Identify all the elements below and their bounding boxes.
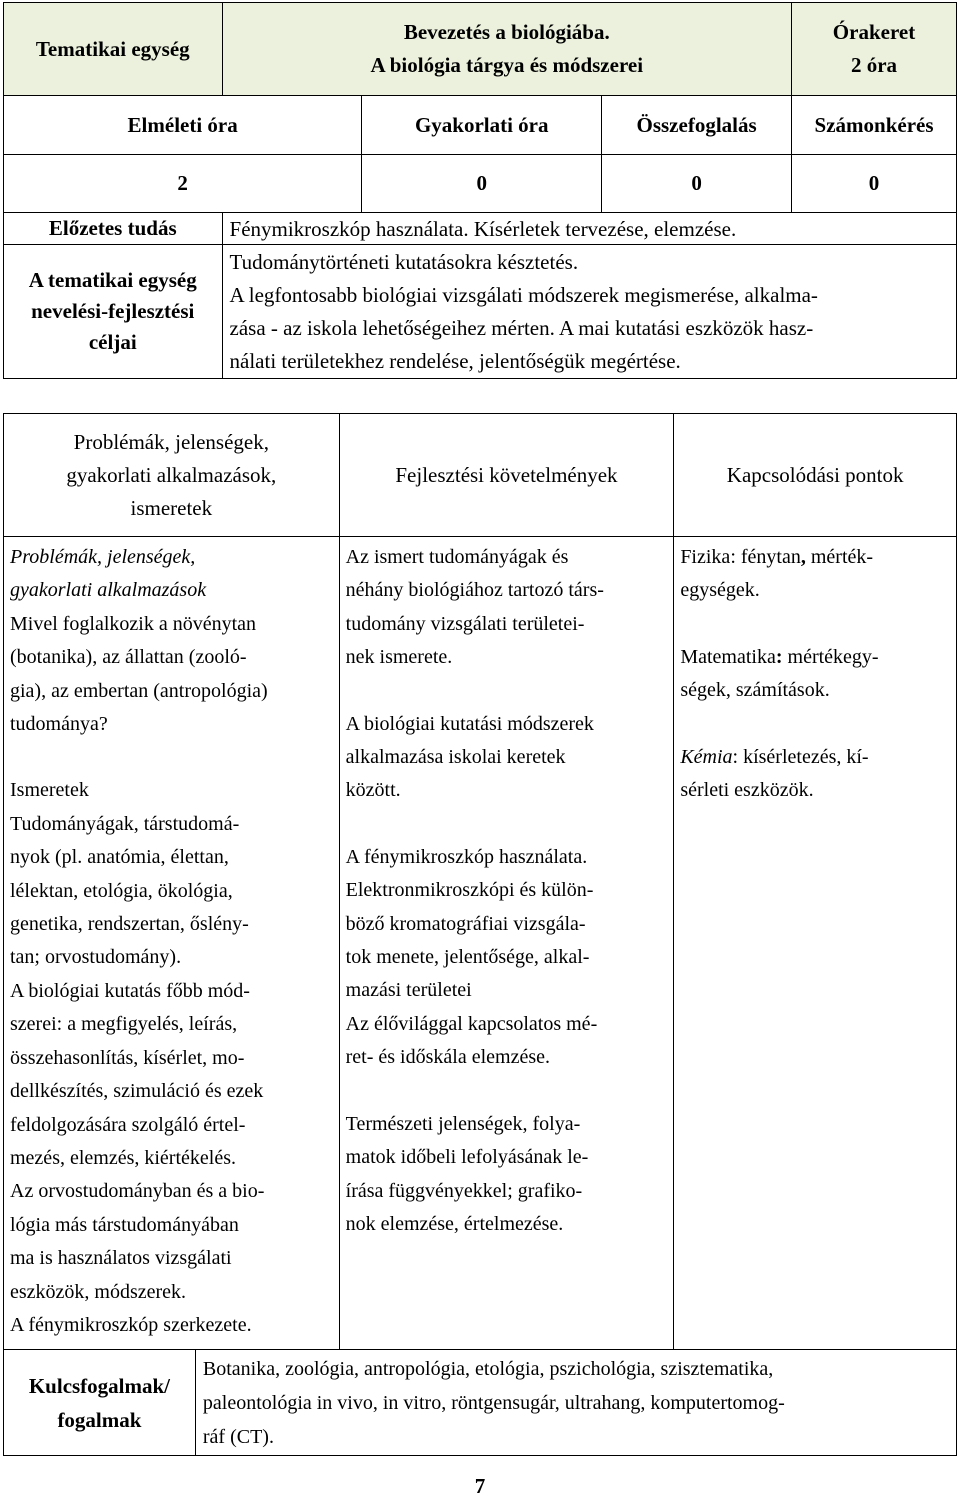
val-practice: 0 (362, 155, 602, 213)
chemistry-connection: Kémia: kísérletezés, kí- (680, 745, 869, 768)
prior-knowledge-text: Fénymikroszkóp használata. Kísérletek tervezése, elemzése. (222, 213, 956, 245)
header-connections: Kapcsolódási pontok (674, 414, 957, 537)
col-theory: Elméleti óra (4, 96, 362, 155)
requirements-column: Az ismert tudományágak és néhány biológiához tartozó társ- tudomány vizsgálati területei- nek ismerete. A biológiai kutatási módszerek alkalmazása iskolai keretek között. A fénymikroszkóp használata. Elektronmikroszkópi és külön- böző kromatográfiai vizsgála- tok menete, jelentősége, alkal- mazási területei Az élővilággal kapcsolatos mé- ret- és időskála elemzése. Természeti jelenségek, folya- matok időbeli lefolyásának le- írása függvényekkel; grafiko- nok elemzése, értelmezése. (339, 537, 674, 1350)
connections-column: Fizika: fénytan, mérték- egységek. Matematika: mértékegy- ségek, számítások. Kémia: kísérletezés, kí- sérleti eszközök. (674, 537, 957, 1350)
col-summary: Összefoglalás (602, 96, 792, 155)
header-requirements: Fejlesztési követelmények (339, 414, 674, 537)
math-connection: Matematika: mértékegy- (680, 645, 879, 668)
key-concepts-label: Kulcsfogalmak/ fogalmak (4, 1350, 196, 1456)
goals-label: A tematikai egység nevelési-fejlesztési céljai (4, 245, 223, 379)
val-assessment: 0 (792, 155, 957, 213)
unit-title-cell (222, 3, 792, 96)
unit-label-cell (4, 3, 223, 96)
knowledge-heading: Ismeretek (10, 779, 89, 802)
content-table (3, 413, 957, 1456)
hours-value: 2 óra (850, 53, 898, 77)
unit-summary-table (3, 2, 957, 379)
unit-title-line2: A biológia tárgya és módszerei (370, 53, 644, 77)
key-concepts-text: Botanika, zoológia, antropológia, etológia, pszichológia, szisztematika, paleontológia in vivo, in vitro, röntgensugár, ultrahang, komputertomog- ráf (CT). (195, 1350, 956, 1456)
hours-label: Órakeret (832, 20, 916, 44)
prior-knowledge-label: Előzetes tudás (4, 213, 223, 245)
unit-label: Tematikai egység (35, 36, 190, 61)
hours-cell (792, 3, 957, 96)
col-practice: Gyakorlati óra (362, 96, 602, 155)
val-theory: 2 (4, 155, 362, 213)
header-problems: Problémák, jelenségek, gyakorlati alkalmazások, ismeretek (4, 414, 340, 537)
col-assessment: Számonkérés (792, 96, 957, 155)
problems-column: Problémák, jelenségek, gyakorlati alkalmazások Mivel foglalkozik a növénytan (botanika), az állattan (zooló- gia), az embertan (antropológia) tudománya? Ismeretek Tudományágak, társtudomá- nyok (pl. anatómia, élettan, lélektan, etológia, ökológia, genetika, rendszertan, őslény- tan; orvostudomány). A biológiai kutatás főbb mód- szerei: a megfigyelés, leírás, összehasonlítás, kísérlet, mo- dellkészítés, szimuláció és ezek feldolgozására szolgáló értel- mezés, elemzés, kiértékelés. Az orvostudományban és a bio- lógia más társtudományában ma is használatos vizsgálati eszközök, módszerek. A fénymikroszkóp szerkezete. (4, 537, 340, 1350)
unit-title-line1: Bevezetés a biológiába. (403, 20, 610, 44)
page-number: 7 (474, 1474, 486, 1498)
val-summary: 0 (602, 155, 792, 213)
physics-connection: Fizika: fénytan, mérték- (680, 546, 874, 568)
goals-text: Tudománytörténeti kutatásokra késztetés. A legfontosabb biológiai vizsgálati módszerek megismerése, alkalma- zása - az iskola lehetőségeihez mérten. A mai kutatási eszközök hasz- nálati területekhez rendelése, jelentőségük megértése. (222, 245, 956, 379)
